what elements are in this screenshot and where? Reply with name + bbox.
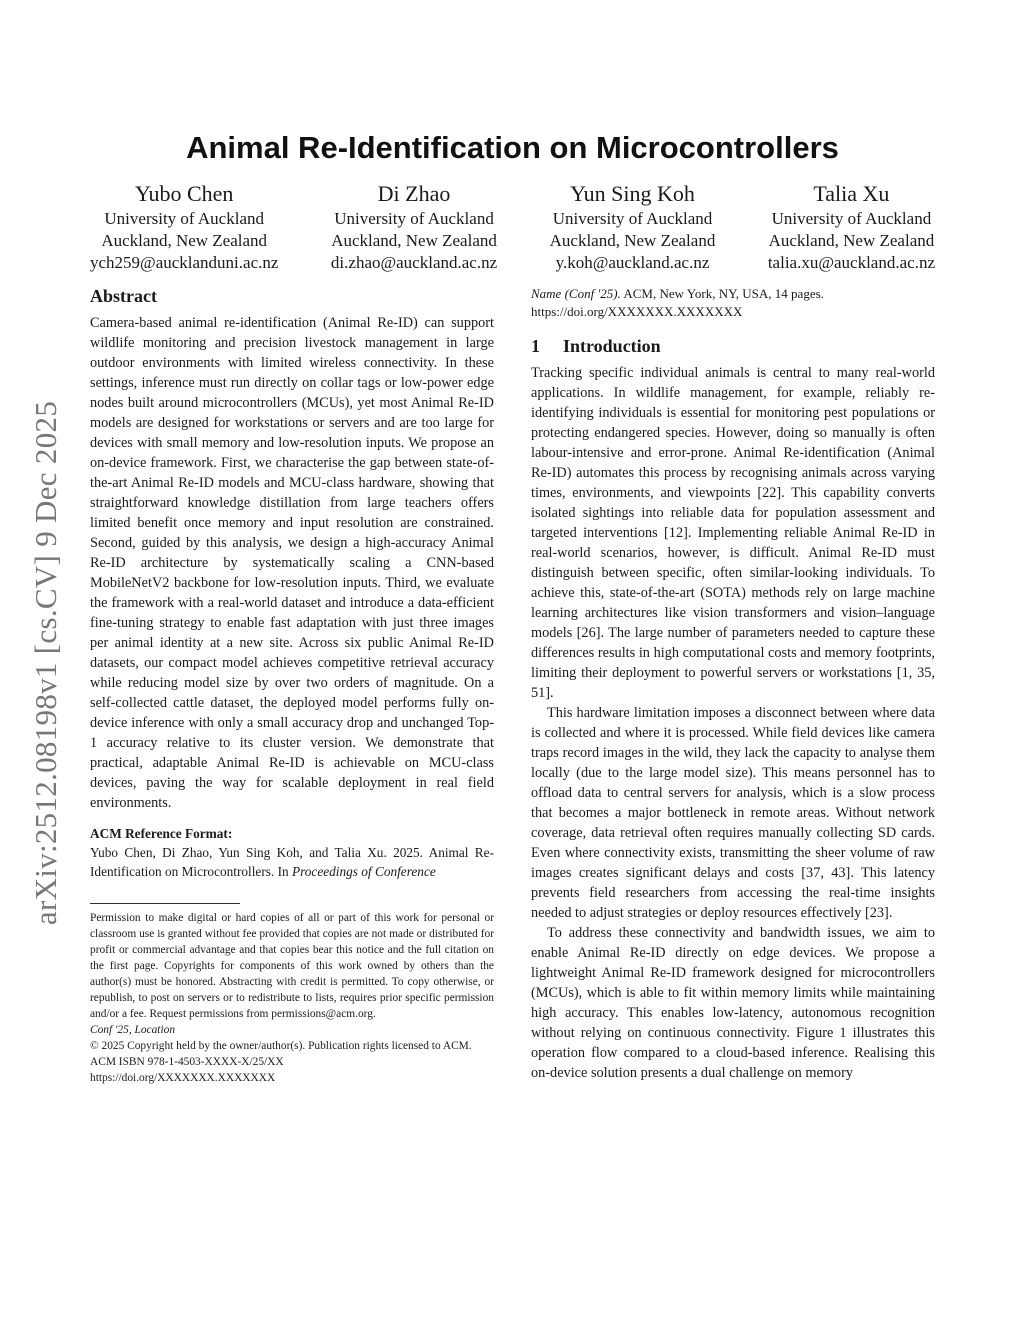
author-affiliation: University of Auckland xyxy=(334,209,494,228)
author-location: Auckland, New Zealand xyxy=(101,231,268,250)
author xyxy=(90,180,278,274)
author-location: Auckland, New Zealand xyxy=(331,231,497,250)
author-location: Auckland, New Zealand xyxy=(768,231,935,250)
acm-reference-text: Yubo Chen, Di Zhao, Yun Sing Koh, and Talia Xu. 2025. Animal Re-Identification on Microcontrollers. In Proceedings of Conference xyxy=(90,845,494,879)
arxiv-identifier: arXiv:2512.08198v1 [cs.CV] 9 Dec 2025 xyxy=(28,400,64,926)
paper-title: Animal Re-Identification on Microcontrollers xyxy=(186,130,839,165)
author-email: talia.xu@auckland.ac.nz xyxy=(767,253,935,272)
acm-reference-heading: ACM Reference Format: xyxy=(90,826,233,841)
author-affiliation: University of Auckland xyxy=(552,209,713,228)
author xyxy=(768,180,935,274)
acm-reference-continuation: Name (Conf '25). ACM, New York, NY, USA, 14 pages. https://doi.org/XXXXXXX.XXXXXXX xyxy=(531,286,824,319)
author-location: Auckland, New Zealand xyxy=(549,231,716,250)
conference-location: Conf '25, Location xyxy=(90,1024,176,1036)
permission-notice: Permission to make digital or hard copies of all or part of this work for personal or classroom use is granted without fee provided that copies are not made or distributed for profit or commercial advantage and that copies bear this notice and the full citation on the first page. Copyrights for components of this work owned by others than the author(s) must be honored. Abstracting with credit is permitted. To copy otherwise, or republish, to post on servers or to redistribute to lists, requires prior specific permission and/or a fee. Request permissions from permissions@acm.org. xyxy=(90,912,494,1020)
intro-paragraph: To address these connectivity and bandwidth issues, we aim to enable Animal Re-ID directly on edge devices. We propose a lightweight Animal Re-ID framework designed for microcontrollers (MCUs), which is able to fit within memory limits while maintaining high accuracy. This enables low-latency, autonomous recognition without relying on continuous connectivity. Figure 1 illustrates this operation flow compared to a cloud-based inference. Realising this on-device solution presents a dual challenge on memory xyxy=(531,925,935,1081)
intro-paragraph: Tracking specific individual animals is central to many real-world applications. In wildlife management, for example, reliably re-identifying individuals is essential for monitoring pest populations or protecting endangered species. However, doing so manually is often labour-intensive and error-prone. Animal Re-identification (Animal Re-ID) automates this process by recognising animals across varying times, environments, and viewpoints [22]. This capability converts isolated sightings into reliable data for population assessment and targeted interventions [12]. Implementing reliable Animal Re-ID in real-world scenarios, however, is difficult. Animal Re-ID must distinguish between specific, often similar-looking individuals. To achieve this, state-of-the-art (SOTA) methods rely on large machine learning architectures like vision transformers and vision–language models [26]. The large number of parameters needed to capture these differences results in high computational costs and memory footprints, limiting their deployment to powerful servers or workstations [1, 35, 51]. xyxy=(531,365,935,701)
doi-link[interactable]: https://doi.org/XXXXXXX.XXXXXXX xyxy=(90,1072,276,1084)
author-block xyxy=(90,180,935,274)
isbn: ACM ISBN 978-1-4503-XXXX-X/25/XX xyxy=(90,1056,284,1068)
copyright-notice: © 2025 Copyright held by the owner/author(s). Publication rights licensed to ACM. xyxy=(90,1040,472,1052)
abstract-text: Camera-based animal re-identification (Animal Re-ID) can support wildlife monitoring and precision livestock management in large outdoor environments with limited wireless connectivity. In these settings, inference must run directly on collar tags or low-power edge nodes built around microcontrollers (MCUs), yet most Animal Re-ID models are designed for workstations or servers and are too large for devices with small memory and low-resolution inputs. We propose an on-device framework. First, we characterise the gap between state-of-the-art Animal Re-ID models and MCU-class hardware, showing that straightforward knowledge distillation from large teachers offers limited benefit once memory and input resolution are constrained. Second, guided by this analysis, we design a high-accuracy Animal Re-ID architecture by systematically scaling a CNN-based MobileNetV2 backbone for low-resolution inputs. Third, we evaluate the framework with a real-world dataset and introduce a data-efficient fine-tuning strategy to enable fast adaptation with just three images per animal identity at a new site. Across six public Animal Re-ID datasets, our compact model achieves competitive retrieval accuracy while reducing model size by over two orders of magnitude. On a self-collected cattle dataset, the deployed model performs fully on-device inference with only a small accuracy drop and unchanged Top-1 accuracy relative to its cluster version. We demonstrate that practical, adaptable Animal Re-ID is achievable on MCU-class devices, paving the way for scalable deployment in real field environments. xyxy=(90,315,494,811)
author-email: y.koh@auckland.ac.nz xyxy=(555,253,710,272)
author-name: Yun Sing Koh xyxy=(570,181,695,206)
author-email: di.zhao@auckland.ac.nz xyxy=(330,253,498,272)
author xyxy=(550,180,716,274)
section-title: Introduction xyxy=(563,336,661,356)
right-column xyxy=(531,285,935,1083)
author-affiliation: University of Auckland xyxy=(771,209,932,228)
author-name: Yubo Chen xyxy=(135,181,234,206)
author-affiliation: University of Auckland xyxy=(104,209,264,228)
author-name: Di Zhao xyxy=(377,181,451,206)
footnote-divider xyxy=(90,903,240,904)
abstract-heading: Abstract xyxy=(90,286,157,306)
intro-paragraph: This hardware limitation imposes a disconnect between where data is collected and where it is processed. While field devices like camera traps record images in the wild, they lack the capacity to analyse them locally (due to the large model size). This means personnel has to offload data to central servers for analysis, which is a slow process that becomes a major bottleneck in remote areas. Without network coverage, data retrieval often requires manually collecting SD cards. Even where connectivity exists, transmitting the sheer volume of raw images creates significant delays and costs [37, 43]. This latency prevents field researchers from accessing the real-time insights needed to adjust strategies or deploy resources effectively [23]. xyxy=(531,705,935,921)
introduction-heading xyxy=(531,335,935,357)
section-number: 1 xyxy=(531,336,540,356)
author xyxy=(331,180,497,274)
author-email: ych259@aucklanduni.ac.nz xyxy=(90,253,279,272)
left-column xyxy=(90,285,494,1086)
author-name: Talia Xu xyxy=(813,181,890,206)
